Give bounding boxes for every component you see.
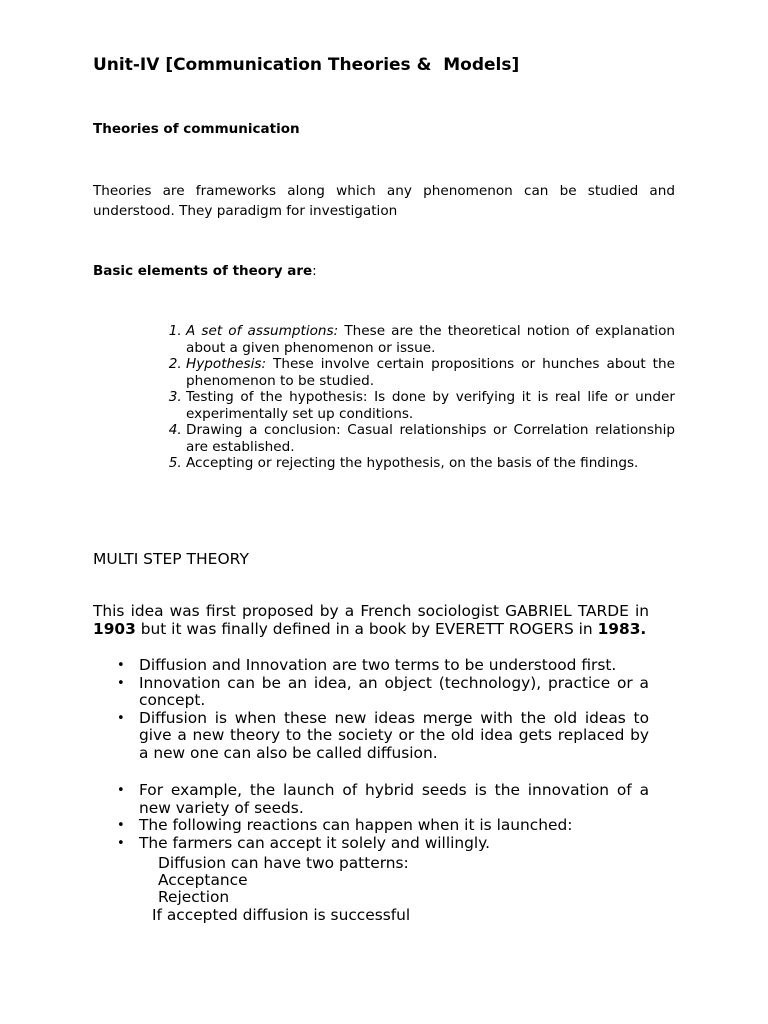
sub-line-acceptance: Acceptance: [158, 871, 248, 889]
bullet-text: The following reactions can happen when it is launched:: [139, 816, 573, 834]
list-item: [186, 455, 675, 472]
basic-elements-list: [0, 323, 675, 472]
list-item: [186, 389, 675, 422]
bullet-icon: •: [117, 658, 125, 673]
bullet-text: For example, the launch of hybrid seeds is the innovation of a new variety of seeds.: [139, 781, 649, 817]
list-item-text: Drawing a conclusion: Casual relationships or Correlation relationship are established.: [186, 422, 675, 455]
sub-line-rejection: Rejection: [158, 888, 230, 906]
sub-line-successful: If accepted diffusion is successful: [152, 906, 411, 924]
page-title: Unit-IV [Communication Theories & Models]: [93, 55, 520, 75]
bullet-list-diffusion: [0, 657, 649, 762]
section-heading-theories: Theories of communication: [93, 121, 300, 137]
bullet-icon: •: [117, 835, 125, 851]
multi-step-text-a: This idea was first proposed by a French sociologist GABRIEL TARDE in: [93, 602, 649, 620]
list-item-text: These involve certain propositions or hunches about the phenomenon to be studied.: [186, 356, 675, 389]
list-item-text: Accepting or rejecting the hypothesis, on the basis of the findings.: [186, 455, 639, 471]
basic-elements-heading-text: Basic elements of theory are: [93, 263, 313, 279]
bullet-item: [117, 673, 649, 710]
bullet-icon: •: [117, 710, 125, 726]
bullet-item: [117, 656, 649, 675]
list-item-text: These are the theoretical notion of explanation about a given phenomenon or issue.: [186, 323, 675, 356]
year-1983: 1983.: [597, 619, 647, 638]
basic-elements-colon: :: [312, 263, 317, 279]
bullet-text: Diffusion and Innovation are two terms to be understood first.: [139, 656, 617, 674]
bullet-item: [117, 708, 649, 763]
bullet-item: [117, 816, 649, 835]
list-item: [186, 356, 675, 389]
bullet-item: [117, 781, 649, 817]
sub-line-patterns: Diffusion can have two patterns:: [158, 854, 409, 872]
list-item: [186, 323, 675, 356]
bullet-text: The farmers can accept it solely and willingly.: [139, 833, 490, 852]
bullet-icon: •: [117, 783, 125, 798]
bullet-item: [117, 833, 649, 853]
bullet-icon: •: [117, 818, 125, 833]
list-item-text: Testing of the hypothesis: Is done by verifying it is real life or under experimentally set up conditions.: [186, 389, 675, 422]
bullet-list-example: [0, 782, 649, 852]
basic-elements-heading: [93, 263, 317, 279]
year-1903: 1903: [93, 619, 136, 638]
list-item-italic: A set of assumptions:: [186, 323, 339, 339]
bullet-text: Innovation can be an idea, an object (technology), practice or a concept.: [139, 673, 649, 709]
multi-step-heading: MULTI STEP THEORY: [93, 550, 249, 568]
list-item: [186, 422, 675, 455]
bullet-text: Diffusion is when these new ideas merge with the old ideas to give a new theory to the society or the old idea gets replaced by a new one can also be called diffusion.: [139, 708, 649, 762]
multi-step-text-b: but it was finally defined in a book by EVERETT ROGERS in: [135, 619, 598, 638]
multi-step-paragraph: [93, 603, 649, 638]
bullet-icon: •: [117, 675, 125, 691]
intro-paragraph: Theories are frameworks along which any phenomenon can be studied and understood. They paradigm for investigation: [93, 183, 675, 219]
list-item-italic: Hypothesis:: [186, 356, 267, 372]
